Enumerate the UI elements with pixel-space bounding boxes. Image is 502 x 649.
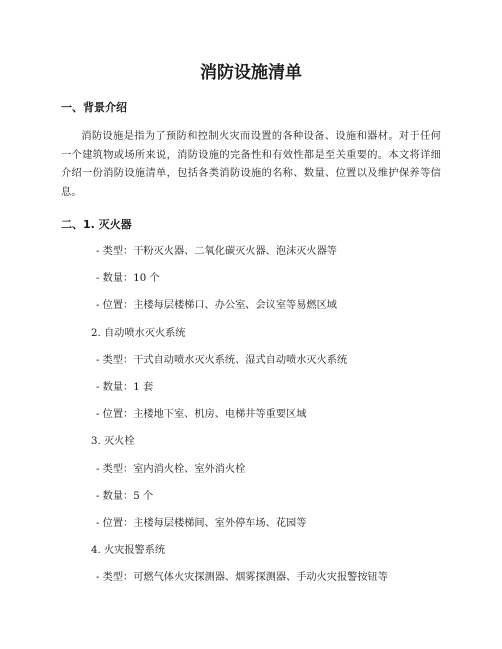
sprinkler-count: - 数量：1 套 <box>96 382 154 393</box>
document-title: 消防设施清单 <box>200 63 302 83</box>
alarm-type: - 类型：可燃气体火灾探测器、烟雾探测器、手动火灾报警按钮等 <box>96 572 388 583</box>
sprinkler-title: 2. 自动喷水灭火系统 <box>91 328 186 339</box>
hydrant-title: 3. 灭火栓 <box>91 436 135 447</box>
section-heading-background: 一、背景介绍 <box>61 101 127 114</box>
hydrant-count: - 数量：5 个 <box>96 491 154 502</box>
sprinkler-type: - 类型：干式自动喷水灭火系统、湿式自动喷水灭火系统 <box>96 355 348 366</box>
alarm-title: 4. 火灾报警系统 <box>91 545 166 556</box>
sprinkler-location: - 位置：主楼地下室、机房、电梯井等重要区域 <box>96 409 307 420</box>
extinguisher-count: - 数量：10 个 <box>96 273 160 284</box>
extinguisher-type: - 类型：干粉灭火器、二氧化碳灭火器、泡沫灭火器等 <box>96 246 337 257</box>
hydrant-location: - 位置：主楼每层楼梯间、室外停车场、花园等 <box>96 518 307 529</box>
hydrant-type: - 类型：室内消火栓、室外消火栓 <box>96 464 246 475</box>
section-heading-list: 二、1. 灭火器 <box>61 218 132 231</box>
extinguisher-location: - 位置：主楼每层楼梯口、办公室、会议室等易燃区域 <box>96 300 337 311</box>
background-paragraph: 消防设施是指为了预防和控制火灾而设置的各种设备、设施和器材。对于任何一个建筑物或场所来说，消防设施的完备性和有效性都是至关重要的。本文将详细介绍一份消防设施清单，包括各类消防设施的名称、数量、位置以及维护保养等信息。 <box>61 131 441 198</box>
